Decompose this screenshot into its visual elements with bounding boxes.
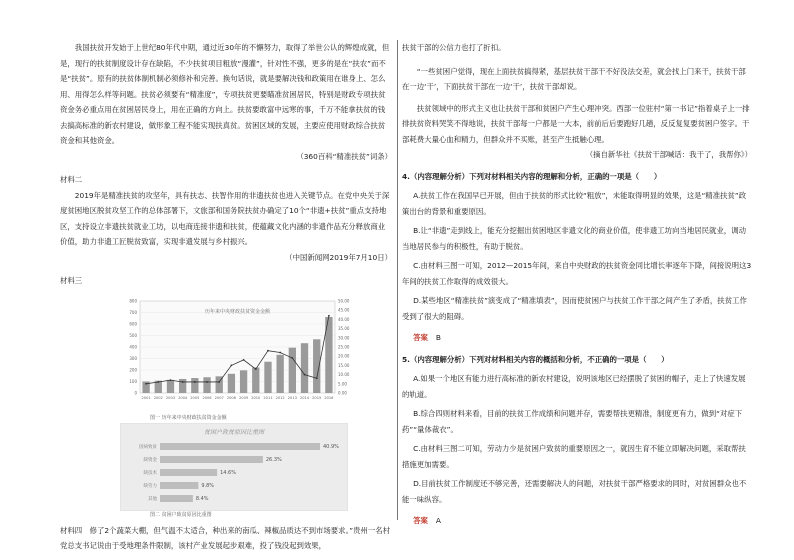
material-three-figure [110,293,365,517]
y2-tick-label: 0.00 [338,390,347,395]
bar [289,347,296,392]
y-tick-label: 800 [129,298,137,303]
y-tick-label: 300 [129,355,137,361]
material-four-text [60,523,392,554]
y2-tick-label: 35.00 [338,325,350,331]
value-label: 8.4% [195,495,209,502]
question-4-option-c: C.由材料三图一可知，2012—2015年间，来自中央财政的扶贫资金同比增长率逐年下降，间接说明这3年间的扶贫工作取得的成效很大。 [402,261,752,286]
y2-tick-label: 15.00 [338,362,350,368]
bar [160,469,217,476]
x-tick-label: 2014 [299,395,310,400]
y2-tick-label: 5.00 [338,380,347,386]
bar [160,495,193,502]
x-tick-label: 2013 [287,395,297,400]
bar [160,456,263,463]
series-point [206,381,208,383]
question-5-option-c: C.由材料三图二可知，劳动力少是贫困户致贫的重要原因之一，就因生育不能立即解决问题，采取帮扶措施更加需要。 [402,444,746,469]
x-tick-label: 2009 [239,395,249,400]
material-four-source: （摘自新华社《扶贫干部喊话：我干了，我帮你》） [585,150,752,159]
series-point [218,381,220,383]
y2-tick-label: 30.00 [338,334,350,340]
x-tick-label: 2010 [251,395,261,400]
y2-tick-label: 20.00 [338,353,350,359]
y-tick-label: 500 [129,332,137,338]
series-point [279,351,281,353]
question-4-answer [402,330,752,346]
bar [301,343,308,393]
series-point [267,349,269,351]
category-label: 因病致贫 [139,444,157,450]
y-tick-label: 400 [129,344,137,349]
bar [203,377,210,393]
x-tick-label: 2008 [226,395,236,400]
value-label: 26.3% [265,456,282,463]
bar [264,361,271,392]
x-tick-label: 2015 [312,395,322,400]
series-point [255,368,257,370]
answer-value: B [435,333,441,342]
category-label: 缺劳力 [143,483,157,489]
series-point [157,381,159,383]
poverty-cause-bar-chart [120,423,348,511]
category-label: 缺技术 [143,470,157,476]
question-4: 4.（内容理解分析）下列对材料相关内容的理解和分析，正确的一项是（ ） [402,171,662,181]
question-5-option-b: B.综合四则材料来看，目前的扶贫工作成绩和问题并存，需要帮扶更精准，制度更有力，做到“对症下药”“量体裁衣”。 [402,409,743,434]
material-two-heading: 材料二 [60,175,83,184]
y-tick-label: 200 [129,367,137,372]
material-four-continuation: 扶贫干部的公信力也打了折扣。 [402,43,506,52]
material-four-quote: “一些贫困户觉得，现在上面扶贫搞得紧，基层扶贫干部干不好没法交差，就会找上门来干，扶贫干部在一边‘干’，下面扶贫干部在一边‘干’，扶贫干部却说。 [402,66,746,91]
category-label: 缺资金 [143,457,157,463]
question-5-option-a: A.如果一个地区有能力进行高标准的新农村建设，说明该地区已经摆脱了贫困的帽子，走上了快速发展的轨道。 [402,374,746,399]
x-tick-label: 2012 [275,395,285,400]
column-divider [397,40,398,520]
y-tick-label: 0 [134,390,137,395]
series-point [194,381,196,383]
answer-label: 答案 [413,333,428,342]
chart-title: 贫困户致贫原因比重图 [203,428,265,436]
series-point [291,357,293,359]
material-one-source: （360百科“精准扶贫”词条） [296,151,392,161]
x-tick-label: 2011 [263,395,273,400]
x-tick-label: 2016 [324,395,334,400]
bar [167,379,174,392]
value-label: 9.8% [201,482,215,489]
value-label: 40.9% [323,443,339,450]
right-column [402,40,752,529]
y2-tick-label: 10.00 [338,371,350,377]
bar [277,354,284,392]
value-label: 14.6% [220,469,237,476]
bar [240,370,247,393]
answer-label: 答案 [413,516,428,525]
x-tick-label: 2005 [190,395,200,400]
material-four-body: 修了2个蔬菜大棚，但气温不太适合，种出来的南瓜、辣椒品质达不到市场要求。”贵州一名村党总支书记说由于受地理条件限制，该村产业发展起步艰难，投了钱没起到效果， [60,525,391,550]
material-three-heading: 材料三 [60,276,83,285]
bar [252,367,259,393]
question-4-option-d: D.某些地区“精准扶贫”演变成了“精准填表”，因而使贫困户与扶贫工作干部之间产生了矛盾，扶贫工作受到了很大的阻碍。 [402,296,747,321]
series-point [231,364,233,366]
question-5-option-d: D.目前扶贫工作制度还不够完善，还需要解决人的问题，对扶贫干部严格要求的同时，对贫困群众也不能一味纵容。 [402,479,747,504]
question-5: 5.（内容理解分析）下列对材料相关内容的概括和分析，不正确的一项是（ ） [402,354,669,364]
y2-tick-label: 40.00 [338,316,350,322]
x-tick-label: 2006 [202,395,212,400]
chart-two-caption: 图二 贫困户致贫原因比重图 [150,511,212,518]
chart-one-caption: 图一 历年来中央财政扶贫资金金额 [150,414,227,421]
bar [160,482,198,489]
x-tick-label: 2003 [165,395,176,400]
bar [228,373,235,392]
y2-tick-label: 50.00 [338,298,350,303]
material-two-text: 2019年是精准扶贫的攻坚年，具有扶志、扶智作用的非遗扶贫也进入关键节点。在党中央关于深度贫困地区脱贫攻坚工作的总体部署下，文旅部和国务院扶贫办确定了10个“非遗+扶贫”重点支持地区，支持设立非遗扶贫就业工坊，以电商连接非遗和扶贫，使蕴藏文化内涵的非遗作品充分释放商业价值，助力非遗工匠脱贫致富，实现非遗发展与乡村振兴。 [60,190,390,246]
series-point [328,314,330,316]
question-5-answer [402,513,752,529]
material-one-text: 我国扶贫开发始于上世纪80年代中期，通过近30年的不懈努力，取得了举世公认的辉煌成就，但是，现行的扶贫制度设计存在缺陷，不少扶贫项目粗放“漫灌”，针对性不强，更多的是在“扶农”而不是“扶贫”。原有的扶贫体制机制必须修补和完善。换句话说，就是要解决钱和政策用在谁身上、怎么用、用得怎么样等问题。扶贫必须要有“精准度”，专项扶贫更要瞄准贫困居民，特别是财政专项扶贫资金务必重点用在贫困居民身上，用在正确的方向上。扶贫要敢富中远寒的事，千万不能拿扶贫的钱去搞高标准的新农村建设，做形象工程不能实现扶真贫。贫困区域的发展，主要应使用财政综合扶贫资金和其他资金。 [60,43,390,145]
y-tick-label: 600 [129,321,137,326]
series-point [304,373,306,375]
y-tick-label: 700 [129,309,137,315]
y2-tick-label: 25.00 [338,344,350,349]
question-4-option-b: B.让“非遗”走到线上，能充分挖掘出贫困地区非遗文化的商业价值，使非遗工坊向当地居民就业，调动当地居民参与的积极性，有助于脱贫。 [402,226,746,251]
material-four-para: 扶贫领域中的形式主义也让扶贫干部和贫困户产生心理冲突。西部一位驻村“第一书记”指着桌子上一排排扶贫资料哭笑不得地说，扶贫干部每一户都是一大本，前前后后要跑好几趟，反反复复要贫困户签字。干部耗费大量心血和精力，但群众并不买账，甚至产生抵触心理。 [402,103,750,144]
question-4-option-a: A.扶贫工作在我国早已开展，但由于扶贫的形式比较“粗放”，未能取得明显的效果，这是“精准扶贫”政策出台的背景和重要原因。 [402,191,747,216]
x-tick-label: 2004 [178,395,188,400]
chart-title: 历年来中央财政扶贫资金金额 [204,308,271,315]
material-two-source: （中国新闻网2019年7月10日） [285,252,392,262]
series-point [182,381,184,383]
category-label: 其他 [148,496,157,502]
x-tick-label: 2001 [141,395,151,400]
x-tick-label: 2007 [214,395,224,400]
answer-value: A [435,516,441,525]
material-four-label: 材料四 [60,525,83,535]
series-point [170,379,172,381]
left-column [60,40,392,554]
x-tick-label: 2002 [153,395,163,400]
bar [191,378,198,393]
y-tick-label: 100 [129,378,137,384]
y2-tick-label: 45.00 [338,307,350,313]
series-point [145,382,147,384]
bar [160,443,320,450]
funding-line-chart [110,293,365,413]
series-point [243,358,245,360]
series-point [316,377,318,379]
